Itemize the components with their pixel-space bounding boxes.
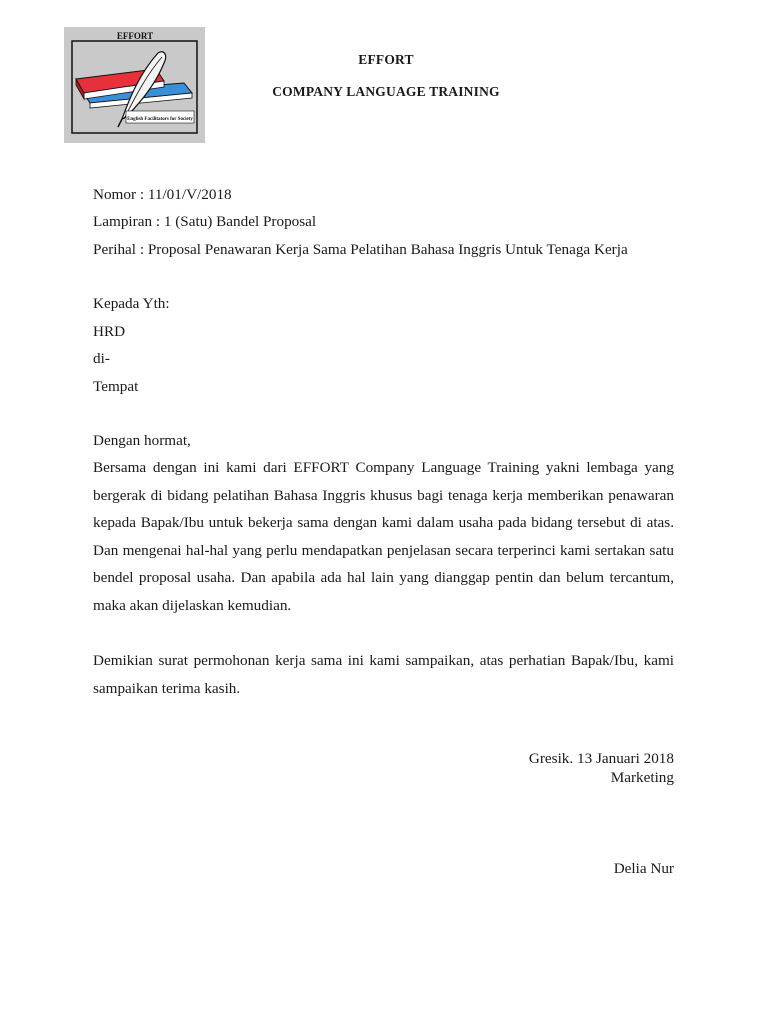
letter-subject: Perihal : Proposal Penawaran Kerja Sama Pelatihan Bahasa Inggris Untuk Tenaga Kerja: [93, 241, 628, 258]
logo-title: EFFORT: [116, 31, 154, 41]
letter-body: Bersama dengan ini kami dari EFFORT Company Language Training yakni lembaga yang bergerak di bidang pelatihan Bahasa Inggris khusus bagi tenaga kerja memberikan penawaran kepada Bapak/Ibu untuk bekerja sama dengan kami dalam usaha pada bidang tersebut di atas. Dan mengenai hal-hal yang perlu mendapatkan penjelasan secara terperinci kami sertakan satu bendel proposal usaha. Dan apabila ada hal lain yang dianggap pentin dan belum tercantum, maka akan dijelaskan kemudian.: [93, 459, 674, 614]
letter-number: Nomor : 11/01/V/2018: [93, 186, 232, 203]
recipient-name: HRD: [93, 323, 126, 340]
salutation: Dengan hormat,: [93, 432, 191, 449]
recipient-place: Tempat: [93, 378, 139, 395]
logo-tagline: English Facilitators for Society: [127, 117, 193, 122]
header-org-name: EFFORT: [358, 52, 414, 67]
letter-date: Gresik. 13 Januari 2018: [528, 750, 674, 767]
signer-position: Marketing: [610, 769, 674, 786]
letter-attachment: Lampiran : 1 (Satu) Bandel Proposal: [93, 213, 317, 230]
recipient-di: di-: [93, 350, 110, 367]
recipient-kepada: Kepada Yth:: [93, 295, 170, 312]
header-subtitle: COMPANY LANGUAGE TRAINING: [272, 84, 500, 99]
letter-closing: Demikian surat permohonan kerja sama ini kami sampaikan, atas perhatian Bapak/Ibu, kami sampaikan terima kasih.: [93, 652, 674, 697]
signer-name: Delia Nur: [613, 860, 674, 877]
